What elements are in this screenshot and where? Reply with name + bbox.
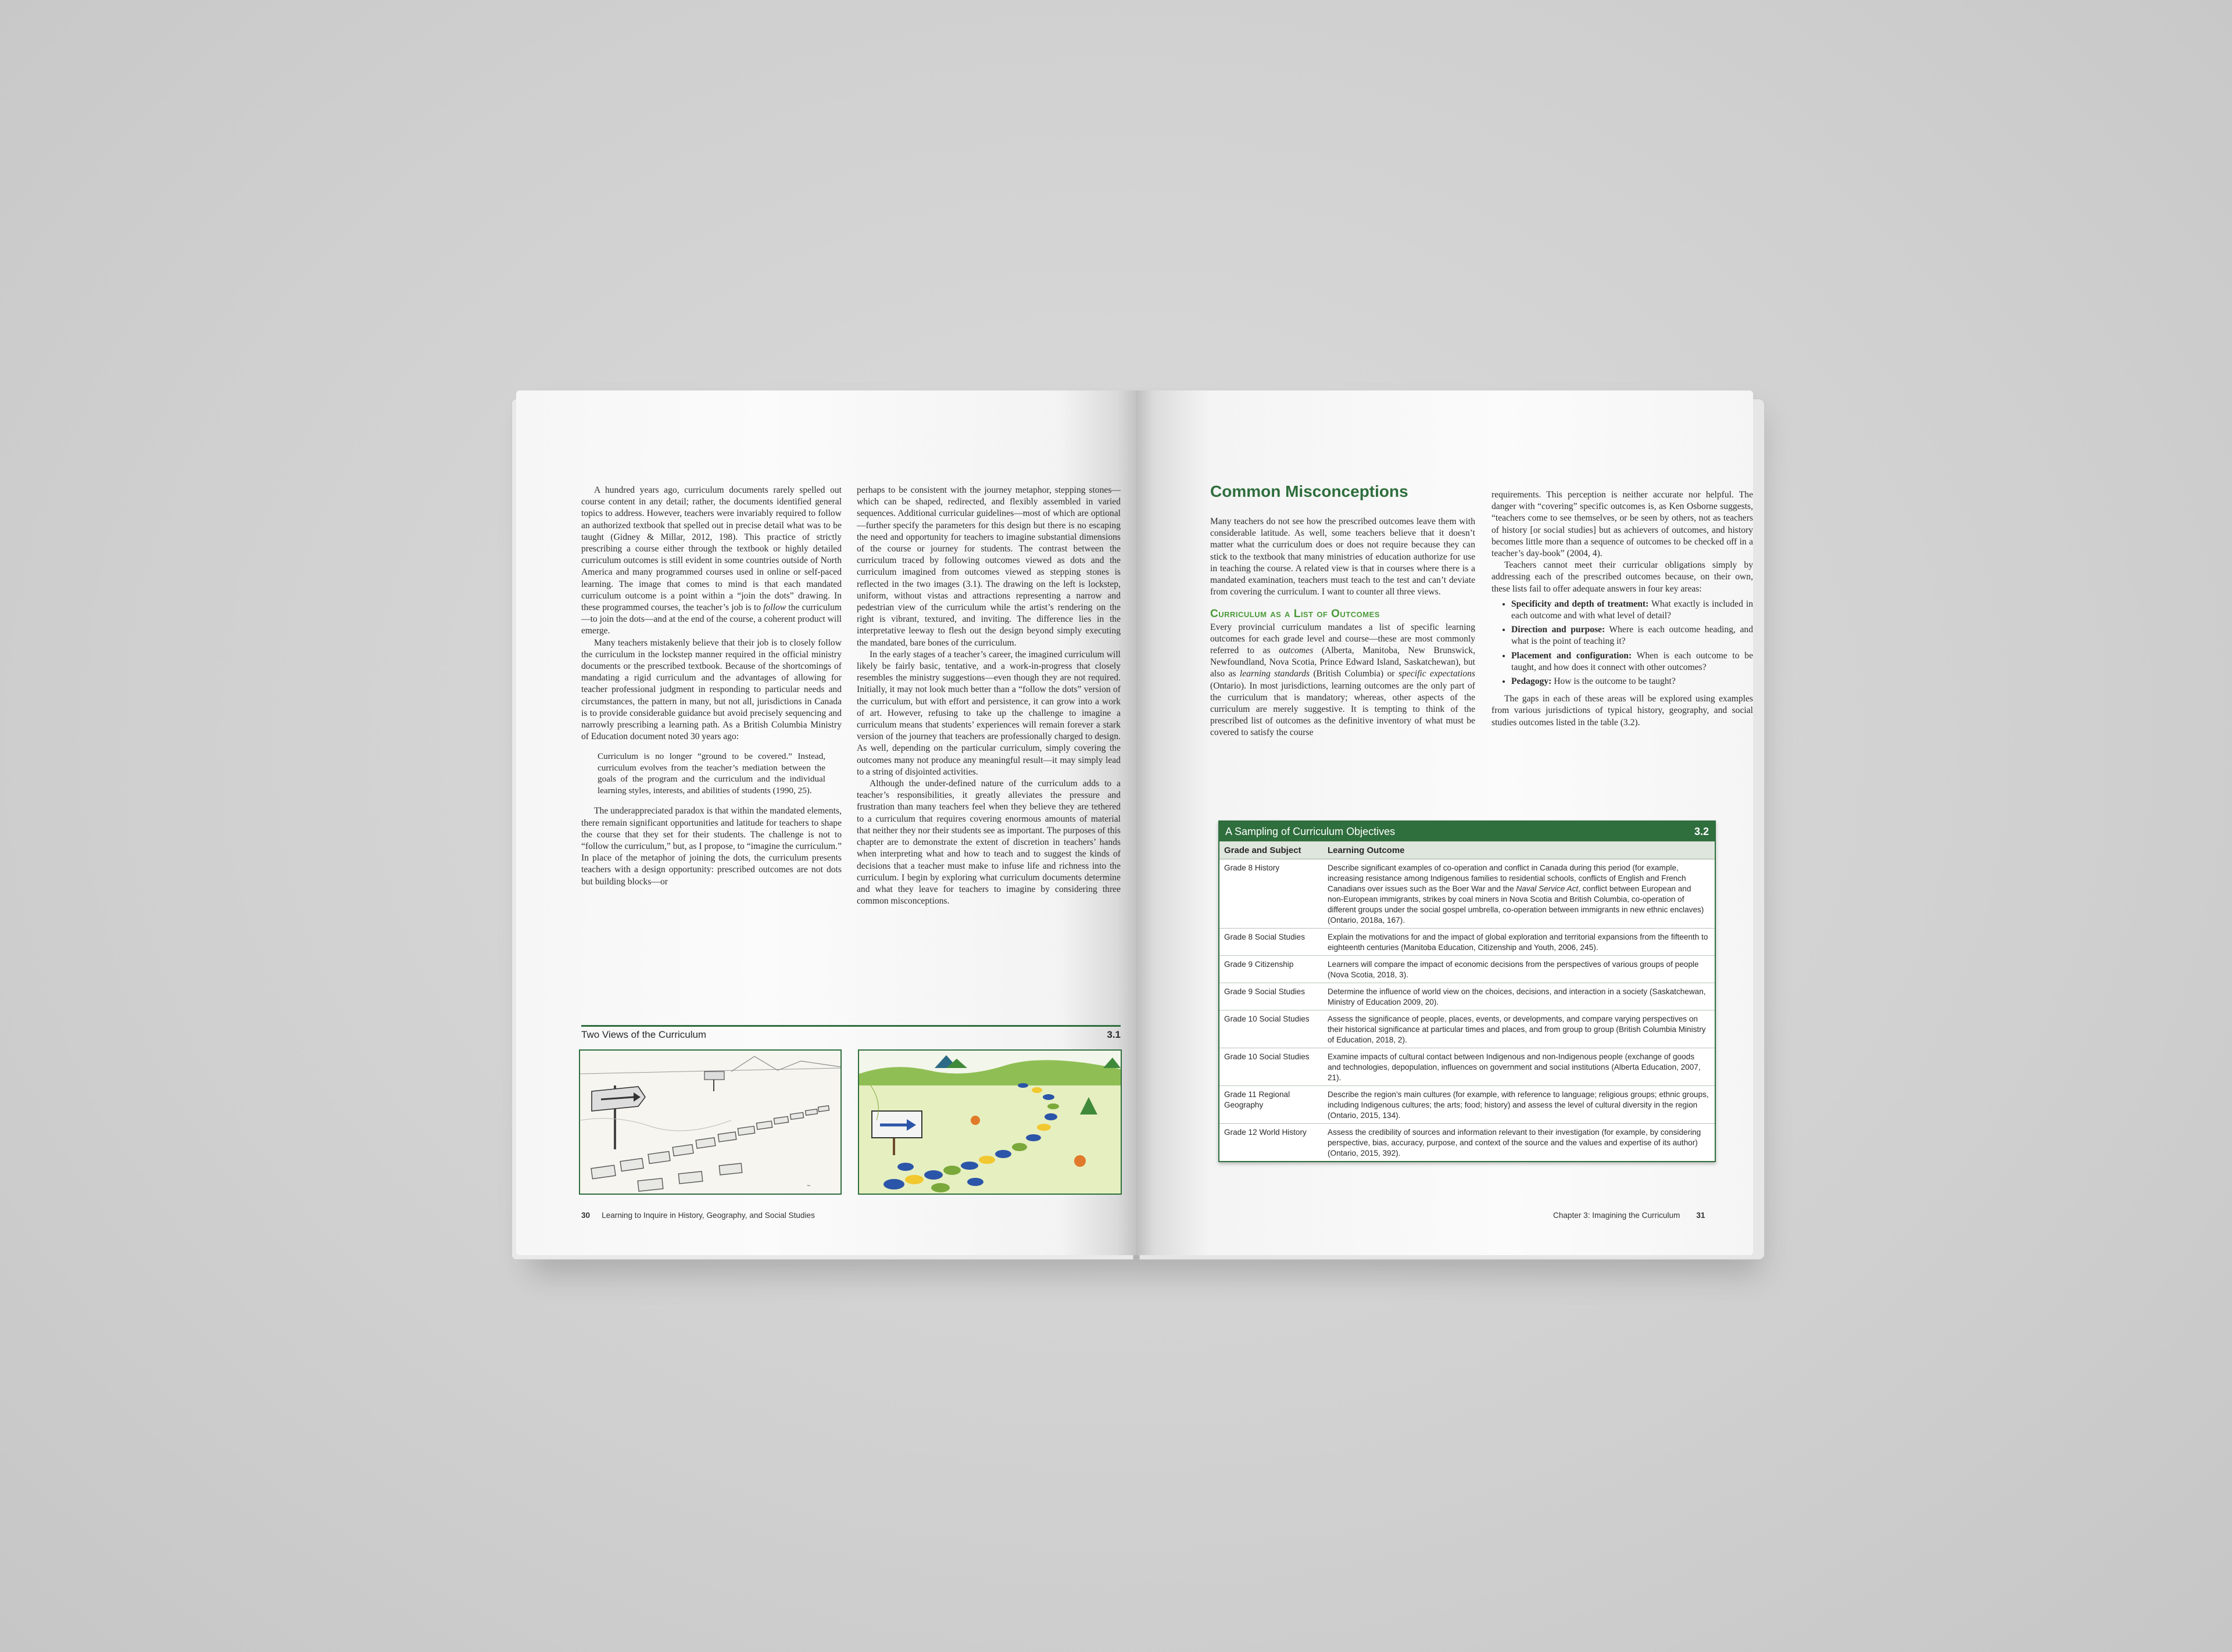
table-row (1219, 1010, 1715, 1048)
list-item (1511, 599, 1753, 622)
list-item-term: Placement and configuration: (1511, 650, 1632, 661)
illustration-dots-sketch (579, 1049, 842, 1195)
right-column-2 (1491, 489, 1753, 729)
paragraph-text: A hundred years ago, curriculum documents rarely spelled out course content in any detail; rather, the documents identified general topics to address. However, teachers were invariably required to follow an authorized textbook that spelled out in precise detail what was to be taught (Gidney & Millar, 2012, 198). This practice of strictly prescribing a course either through the textbook or highly detailed curriculum outcomes is still evident in some countries outside of North America and many programmed courses used in online or self-paced learning. The image that comes to mind is that each mandated curriculum outcome is a point within a “join the dots” drawing. In these programmed courses, the teacher’s job is to (581, 485, 842, 613)
emphasis: outcomes (1279, 646, 1314, 656)
paragraph-text: (Alberta, Manitoba, New Brunswick, Newfoundland, Nova Scotia, Prince Edward Island, Saskatchewan), but also as (1210, 646, 1475, 679)
grade-subject-cell: Grade 11 Regional Geography (1224, 1090, 1290, 1109)
paragraph: Although the under-defined nature of the curriculum adds to a teacher’s responsibilities, it greatly alleviates the pressure and frustration than many teachers feel when they believe they are tethered to a curriculum that requires covering enormous amounts of material that neither they nor their students see as important. The purposes of this chapter are to demonstrate the extent of discretion in teachers’ hands when interpreting what and how to teach and to suggest the kinds of decisions that a teacher must make to infuse life and richness into the curriculum. I begin by exploring what curriculum documents determine and what they leave for teachers to imagine by considering three common misconceptions. (857, 779, 1121, 906)
figure-title: Two Views of the Curriculum (581, 1029, 707, 1040)
emphasis: learning standards (1239, 669, 1310, 679)
paragraph: Many teachers do not see how the prescribed outcomes leave them with considerable latitude. As well, some teachers believe that it doesn’t matter what the curriculum does or does not require because they can stick to the textbook that many ministries of education authorize for use in teaching the course. A related view is that in courses where there is a mandated examination, teachers must teach to the test and can’t deviate from covering the curriculum. I want to counter all three views. (1210, 517, 1475, 597)
learning-outcome-cell (1328, 1052, 1714, 1083)
paragraph: Teachers cannot meet their curricular obligations simply by addressing each of the prescribed outcomes because, on their own, these lists fail to offer adequate answers in four key areas: (1491, 560, 1753, 594)
block-quote: Curriculum is no longer “ground to be covered.” Instead, curriculum evolves from the teacher’s mediation between the goals of the program and the curriculum and the individual learning styles, interests, and abilities of students (1990, 25). (598, 751, 825, 795)
subheading: Curriculum as a List of Outcomes (1210, 608, 1380, 621)
grade-subject-cell: Grade 12 World History (1224, 1128, 1307, 1137)
outcome-text: Assess the credibility of sources and information relevant to their investigation (for example, by considering perspective, bias, accuracy, purpose, and context of the source and the values and expertise of its author) (Ontario, 2015, 392). (1328, 1128, 1701, 1158)
list-item-text: How is the outcome to be taught? (1551, 676, 1676, 687)
list-item-text: When is each outcome to be taught, and how does it connect with other outcomes? (1511, 650, 1753, 672)
grade-subject-cell: Grade 8 History (1224, 863, 1280, 872)
paragraph (1210, 622, 1475, 739)
list-item-text: What exactly is included in each outcome and with what level of detail? (1511, 599, 1753, 621)
paragraph: requirements. This perception is neither accurate nor helpful. The danger with “covering” specific outcomes is, as Ken Osborne suggests, “teachers come to see themselves, or be seen by others, not as teachers of history [or social studies] but as achievers of outcomes, and history becomes little more than a sequence of outcomes to be checked off in a teacher’s day-book” (2004, 4). (1491, 490, 1753, 559)
outcome-text: Examine impacts of cultural contact between Indigenous and non-Indigenous people (exchange of goods and technologies, depopulation, influences on government and social institutions (Alberta Education, 2007, 21). (1328, 1052, 1701, 1082)
table-row (1219, 929, 1715, 956)
outcome-text: Describe significant examples of co-operation and conflict in Canada during this period (for example, increasing resistance among Indigenous families to residential schools, conflicts of English and French Canadians over issues such as the Boer War and the (1328, 863, 1686, 893)
emphasis: specific expectations (1398, 669, 1475, 679)
paragraph-text: the curriculum—to join the dots—and at the end of the course, a coherent product will emerge. (581, 603, 842, 636)
table-title: A Sampling of Curriculum Objectives (1225, 826, 1396, 837)
left-page (516, 390, 1136, 1255)
learning-outcome-cell (1328, 1127, 1714, 1159)
table-row (1219, 956, 1715, 983)
left-footer (581, 1211, 815, 1220)
learning-outcome-cell (1328, 1014, 1714, 1045)
list-item-term: Direction and purpose: (1511, 625, 1605, 635)
sketch-drawing (580, 1051, 840, 1194)
page-number: 31 (1696, 1211, 1705, 1220)
table-title-bar (1219, 822, 1715, 841)
list-item (1511, 624, 1753, 647)
table-row (1219, 1124, 1715, 1161)
key-areas-list (1491, 599, 1753, 687)
paragraph: The underappreciated paradox is that within the mandated elements, there remain significant opportunities and latitude for teachers to shape the course that they set for their students. The challenge is not to “follow the curriculum,” but, as I propose, to “imagine the curriculum.” In place of the metaphor of joining the dots, the curriculum presents teachers with a design opportunity: prescribed outcomes are not dots but building blocks—or (581, 806, 842, 887)
left-column-2 (857, 485, 1121, 907)
figure-number: 3.1 (1107, 1029, 1121, 1040)
learning-outcome-cell (1328, 959, 1714, 980)
learning-outcome-cell (1328, 987, 1714, 1008)
grade-subject-cell: Grade 8 Social Studies (1224, 933, 1305, 941)
svg-text:~: ~ (807, 1182, 811, 1189)
open-book (512, 390, 1766, 1261)
learning-outcome-cell (1328, 863, 1714, 926)
running-title: Learning to Inquire in History, Geography, and Social Studies (602, 1211, 815, 1220)
learning-outcome-cell (1328, 1090, 1714, 1121)
table-number: 3.2 (1694, 826, 1709, 837)
learning-outcome-cell (1328, 932, 1714, 953)
page-number: 30 (581, 1211, 591, 1220)
outcome-text: Explain the motivations for and the impact of global exploration and territorial expansions from the fifteenth to eighteenth centuries (Manitoba Education, Citizenship and Youth, 2006, 245). (1328, 933, 1708, 952)
grade-subject-cell: Grade 9 Social Studies (1224, 987, 1305, 996)
curriculum-objectives-table (1218, 820, 1716, 1162)
grade-subject-cell: Grade 9 Citizenship (1224, 960, 1294, 969)
outcome-text: Learners will compare the impact of economic decisions from the perspectives of various groups of people (Nova Scotia, 2018, 3). (1328, 960, 1699, 979)
list-item (1511, 650, 1753, 673)
outcome-text: Describe the region’s main cultures (for example, with reference to language; religious groups; ethnic groups, including Indigenous cultures; the arts; food; history) and assess the level of cultural diversity in the region (Ontario, 2015, 134). (1328, 1090, 1709, 1120)
outcome-emphasis: Naval Service Act (1516, 884, 1579, 893)
figure-header (581, 1025, 1121, 1043)
emphasis: follow (763, 603, 786, 613)
table-row (1219, 1086, 1715, 1124)
section-heading: Common Misconceptions (1210, 482, 1408, 500)
grade-subject-cell: Grade 10 Social Studies (1224, 1015, 1310, 1023)
outcome-text: Assess the significance of people, places, events, or developments, and compare varying perspectives on their historical significance at particular times and places, and from group to group (British Columbia Ministry of Education, 2018, 2). (1328, 1015, 1706, 1044)
outcome-text: Determine the influence of world view on the choices, decisions, and interaction in a society (Saskatchewan, Ministry of Education 2009, 20). (1328, 987, 1706, 1006)
outcome-text: , conflict between European and non-European immigrants, strikes by coal miners in Nova Scotia and British Columbia, co-operation of different groups under the social gospel umbrella, co-operation between immigrants in new ethnic enclaves) (Ontario, 2018a, 167). (1328, 884, 1704, 924)
grade-subject-cell: Grade 10 Social Studies (1224, 1052, 1310, 1061)
paragraph: The gaps in each of these areas will be explored using examples from various jurisdictions of typical history, geography, and social studies outcomes listed in the table (3.2). (1491, 694, 1753, 728)
paragraph-text: Every provincial curriculum mandates a list of specific learning outcomes for each grade level and course—these are most commonly referred to as (1210, 622, 1475, 656)
stepping-stones-drawing (859, 1051, 1121, 1194)
list-item (1511, 676, 1753, 687)
right-page (1136, 390, 1753, 1255)
paragraph: Many teachers mistakenly believe that their job is to closely follow the curriculum in the lockstep manner required in the official ministry documents or the prescribed textbook. Because of the shortcomings of mandating a rigid curriculum and the advantages of allowing for teacher professional judgment in responding to particular needs and circumstances, the pattern in many, but not all, jurisdictions in Canada is to provide considerable guidance but avoid precisely sequencing and narrowly prescribing a learning path. As a British Columbia Ministry of Education document noted 30 years ago: (581, 637, 842, 742)
list-item-term: Specificity and depth of treatment: (1511, 599, 1649, 609)
paragraph: perhaps to be consistent with the journey metaphor, stepping stones—which can be shaped, redirected, and flexibly assembled in varied sequences. Additional curricular guidelines—most of which are optional—further specify the parameters for this design but there is no escaping the need and opportunity for teachers to imagine substantial dimensions of the course or journey for students. The contrast between the curriculum traced by following outcomes viewed as dots and the curriculum imagined from outcomes viewed as stepping stones is reflected in the two images (3.1). The drawing on the left is lockstep, uniform, without vistas and attractions representing a narrow and pedestrian view of the curriculum while the artist’s rendering on the right is vibrant, textured, and inviting. The difference lies in the interpretative leeway to flesh out the design beyond simply executing the mandated, bare bones of the curriculum. (857, 485, 1121, 648)
table-header (1219, 841, 1715, 859)
right-column-1 (1210, 516, 1475, 739)
paragraph (581, 485, 842, 637)
table-row (1219, 859, 1715, 929)
column-header: Learning Outcome (1328, 845, 1405, 855)
column-header: Grade and Subject (1224, 845, 1301, 855)
table-body (1219, 859, 1715, 1161)
paragraph-text: (British Columbia) or (1310, 669, 1399, 679)
left-column-1 (581, 485, 842, 888)
list-item-text: Where is each outcome heading, and what is the point of teaching it? (1511, 625, 1753, 647)
right-footer (1553, 1211, 1705, 1220)
table-row (1219, 983, 1715, 1010)
list-item-term: Pedagogy: (1511, 676, 1552, 687)
table-row (1219, 1048, 1715, 1086)
paragraph: In the early stages of a teacher’s career, the imagined curriculum will likely be fairly basic, tentative, and a work-in-progress that closely resembles the ministry suggestions—even though they are not required. Initially, it may not look much better than a “follow the dots” version of the curriculum, but with effort and persistence, it can grow into a work of art. However, refusing to take up the challenge to imagine a curriculum means that students’ experiences will remain forever a stark version of the journey that teachers are professionally charged to design. As well, depending on the particular curriculum, simply covering the outcomes many not produce any meaningful result—it may simply lead to a string of disjointed activities. (857, 649, 1121, 777)
illustration-stepping-stones (858, 1049, 1122, 1195)
paragraph-text: (Ontario). In most jurisdictions, learning outcomes are the only part of the curriculum that is mandatory; whereas, other aspects of the curriculum are merely suggestive. It is tempting to think of the prescribed list of outcomes as the definitive inventory of what must be covered to satisfy the course (1210, 680, 1475, 738)
running-title: Chapter 3: Imagining the Curriculum (1553, 1211, 1680, 1220)
